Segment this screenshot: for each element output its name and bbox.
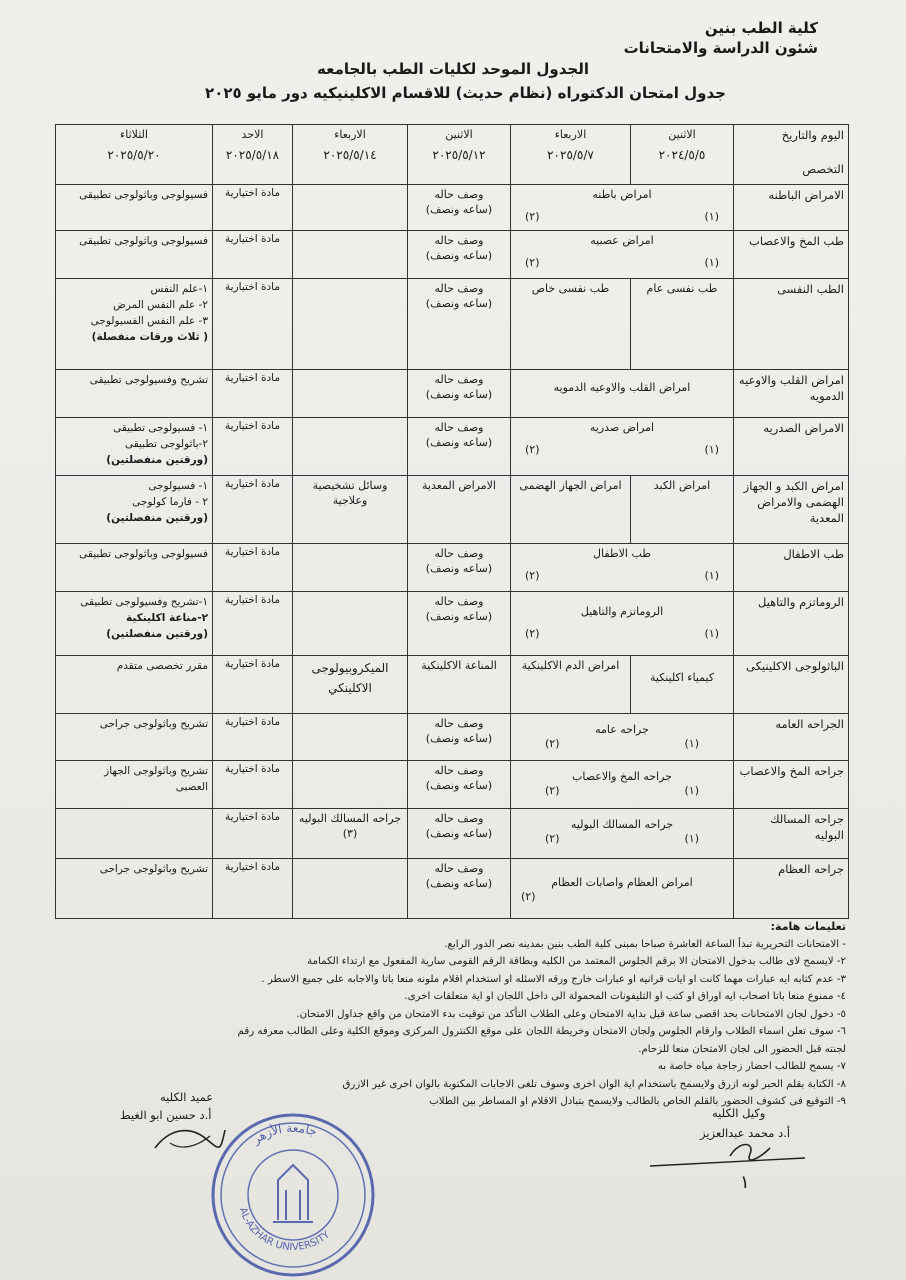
case-cell [408, 858, 511, 918]
day-date: ٢٠٢٥/٥/٧ [547, 148, 594, 162]
instructions-heading: تعليمات هامة: [770, 920, 846, 933]
table-row [56, 592, 849, 656]
exam-subject: امراض صدريه [589, 420, 655, 434]
case-cell [408, 369, 511, 417]
specialty-cell: طب الاطفال [734, 543, 849, 591]
case-label: وصف حاله [434, 546, 484, 560]
specialty-cell: امراض الكبد و الجهاز الهضمى والامراض المعدية [734, 475, 849, 543]
tuesday-cell [56, 279, 213, 369]
exam-cell [293, 808, 408, 858]
paper-number: (٢) [525, 627, 540, 641]
table-row [56, 656, 849, 714]
specialty-cell: امراض القلب والاوعيه الدمويه [734, 369, 849, 417]
vice-dean-title: وكيل الكليه [712, 1106, 766, 1120]
document-subtitle: جدول امتحان الدكتوراه (نظام حديث) للاقسام الاكلينيكيه دور مايو ٢٠٢٥ [205, 84, 726, 102]
instruction-item: - الامتحانات التحريرية تبدأ الساعة العاشرة صباحا بمبنى كلية الطب بنين بمدينه نصر الدور الرابع. [444, 938, 846, 950]
case-cell [408, 279, 511, 369]
specialty-cell: الامراض الصدريه [734, 417, 849, 475]
table-header-row [56, 125, 849, 185]
case-label: وصف حاله [434, 595, 484, 609]
elective-cell: مادة اختيارية [213, 543, 293, 591]
empty-cell [293, 858, 408, 918]
university-seal [208, 1110, 378, 1280]
exam-subject: امراض الدم الاكلينكية [511, 656, 631, 714]
specialty-cell: الطب النفسى [734, 279, 849, 369]
case-label: وصف حاله [434, 861, 484, 875]
instruction-item: ٧- يسمح للطالب احضار زجاجة مياه خاصة به [657, 1061, 846, 1072]
table-row [56, 417, 849, 475]
instruction-item: ٥- دخول لجان الامتحانات بحد اقصى ساعة قبل بداية الامتحان وعلى الطلاب التأكد من توقيت بدء الامتحان من واقع جداول الامتحان. [296, 1008, 846, 1020]
tuesday-line: ١-علم النفس [150, 283, 208, 296]
instruction-item: ٣- عدم كتابه ايه عبارات مهما كانت او ايات قرانيه او عبارات خارج ورقه الاسئله او استخدام اقلام ملونه منعا باتا والاجابه على جميع الاسطر . [261, 973, 846, 985]
case-cell [408, 760, 511, 808]
faculty-name: كلية الطب بنين [704, 19, 818, 37]
paper-number: (١) [684, 737, 699, 751]
paper-number: (١) [704, 627, 719, 641]
table-row [56, 475, 849, 543]
table-row [56, 858, 849, 918]
tuesday-line: (ورقتين منفصلتين) [106, 453, 208, 466]
exam-cell [511, 592, 734, 656]
day-header [511, 125, 631, 185]
case-time: (ساعه ونصف) [425, 297, 493, 311]
table-row [56, 760, 849, 808]
specialty-cell: جراحه العظام [734, 858, 849, 918]
exam-cell [511, 808, 734, 858]
instruction-item: ٦- سوف تعلن اسماء الطلاب وارقام الجلوس ولجان الامتحان وخريطة اللجان على موقع الكنترول المركزى وموقع الكلية وعلى الطالب معرفه رقم [237, 1026, 846, 1037]
vice-dean-signature [640, 1138, 810, 1178]
seal-text-ar: جامعة الأزهر [249, 1120, 319, 1147]
day-date: ٢٠٢٥/٥/١٨ [225, 148, 280, 162]
exam-subject: طب الاطفال [592, 546, 652, 560]
instruction-item: ٢- لايسمح لاى طالب بدخول الامتحان الا برقم الجلوس المعتمد من الكليه وبطاقة الرقم القومى سارية المفعول مع ارتداء الكمامة [307, 956, 846, 967]
tuesday-cell: فسيولوجى وباثولوجى تطبيقى [56, 185, 213, 231]
tuesday-cell [56, 760, 213, 808]
table-row [56, 543, 849, 591]
tuesday-cell [56, 417, 213, 475]
day-header [631, 125, 734, 185]
day-name: الاثنين [445, 128, 473, 141]
day-header [408, 125, 511, 185]
exam-subject: كيمياء اكلينكية [631, 656, 734, 714]
tuesday-cell [56, 475, 213, 543]
paper-number: (١) [704, 210, 719, 224]
paper-number: (٣) [342, 826, 358, 840]
elective-cell: مادة اختيارية [213, 760, 293, 808]
case-cell [408, 417, 511, 475]
day-name: الاربعاء [334, 128, 366, 141]
case-time: (ساعه ونصف) [425, 778, 493, 792]
empty-cell [293, 592, 408, 656]
corner-spec-label: التخصص [802, 162, 844, 176]
table-row [56, 231, 849, 279]
paper-number: (٢) [545, 831, 560, 845]
case-time: (ساعه ونصف) [425, 203, 493, 217]
specialty-cell: الامراض الباطنه [734, 185, 849, 231]
exam-subject: امراض الكبد [631, 475, 734, 543]
exam-subject: وسائل تشخيصية وعلاجية [293, 475, 408, 543]
page-number: ١ [740, 1172, 750, 1193]
tuesday-cell: تشريح وفسيولوجى تطبيقى [56, 369, 213, 417]
tuesday-line: تشريح وباثولوجى الجهاز [104, 764, 208, 777]
table-row [56, 369, 849, 417]
case-label: وصف حاله [434, 811, 484, 825]
paper-number: (١) [704, 256, 719, 270]
department-name: شئون الدراسة والامتحانات [623, 39, 818, 57]
seal-text-en: AL-AZHAR UNIVERSITY [236, 1206, 333, 1254]
case-label: وصف حاله [434, 717, 484, 731]
document-title: الجدول الموحد لكليات الطب بالجامعه [317, 60, 589, 78]
paper-number: (٢) [525, 210, 540, 224]
case-time: (ساعه ونصف) [425, 387, 493, 401]
tuesday-line: ٣- علم النفس الفسيولوجى [90, 315, 208, 328]
tuesday-cell [56, 808, 213, 858]
dean-name: أ.د حسين ابو الغيط [120, 1108, 212, 1122]
paper-number: (٢) [525, 442, 540, 456]
tuesday-cell: فسيولوجى وباثولوجى تطبيقى [56, 543, 213, 591]
tuesday-line: ٢-باثولوجى تطبيقى [124, 437, 208, 450]
instruction-item: ٤- ممنوع منعا باتا اصحاب ايه اوراق او كتب او التليفونات المحمولة الى داخل اللجان او اية متعلقات اخرى. [404, 991, 846, 1002]
paper-number: (١) [704, 442, 719, 456]
case-cell [408, 543, 511, 591]
case-time: (ساعه ونصف) [425, 876, 493, 890]
svg-text:جامعة الأزهر [249, 1121, 319, 1148]
exam-cell [511, 543, 734, 591]
case-cell [408, 231, 511, 279]
instruction-item: ٨- الكتابة بقلم الحبر لونه ازرق ولايسمح باستخدام اية الوان اخرى وسوف تلغى الاجابات المكتوبة بالوان اخرى غير الازرق [342, 1078, 846, 1090]
case-time: (ساعه ونصف) [425, 826, 493, 840]
tuesday-cell: مقرر تخصصى متقدم [56, 656, 213, 714]
day-header [293, 125, 408, 185]
exam-cell [511, 231, 734, 279]
case-cell [408, 808, 511, 858]
specialty-cell: الروماتزم والتاهيل [734, 592, 849, 656]
exam-subject: الامراض المعدية [408, 475, 511, 543]
case-label: وصف حاله [434, 282, 484, 296]
exam-subject: امراض باطنه [592, 188, 652, 202]
table-row [56, 808, 849, 858]
exam-cell [511, 714, 734, 760]
tuesday-line: (ورقتين منفصلتين) [106, 511, 208, 524]
empty-cell [293, 714, 408, 760]
case-time: (ساعه ونصف) [425, 610, 493, 624]
exam-subject: امراض العظام واصابات العظام [551, 875, 693, 889]
case-time: (ساعه ونصف) [425, 249, 493, 263]
exam-cell [511, 185, 734, 231]
tuesday-line: ٢ - فارما كولوجى [132, 495, 208, 508]
instruction-item: لجنته قبل الحضور الى لجان الامتحان منعا للزحام. [638, 1043, 846, 1055]
tuesday-line: ٢-مناعة اكلينكية [125, 612, 208, 625]
day-header [213, 125, 293, 185]
tuesday-line: ٢- علم النفس المرض [113, 299, 208, 312]
tuesday-line: ١- فسيولوجى تطبيقى [113, 421, 208, 434]
elective-cell: مادة اختيارية [213, 808, 293, 858]
elective-cell: مادة اختيارية [213, 369, 293, 417]
empty-cell [293, 185, 408, 231]
tuesday-cell [56, 592, 213, 656]
day-name: الثلاثاء [120, 128, 148, 141]
empty-cell [293, 760, 408, 808]
faculty-header [624, 18, 818, 58]
tuesday-line: ١-تشريح وفسيولوجى تطبيقى [80, 596, 208, 609]
exam-subject: امراض عصبيه [590, 234, 654, 248]
specialty-cell: الباثولوجى الاكلينيكى [734, 656, 849, 714]
exam-subject: جراحه المسالك البوليه [570, 817, 674, 831]
case-label: وصف حاله [434, 234, 484, 248]
case-cell [408, 185, 511, 231]
exam-subject: جراحه عامه [595, 723, 649, 737]
elective-cell: مادة اختيارية [213, 656, 293, 714]
paper-number: (١) [684, 831, 699, 845]
empty-cell [293, 543, 408, 591]
elective-cell: مادة اختيارية [213, 592, 293, 656]
exam-cell [511, 369, 734, 417]
case-time: (ساعه ونصف) [425, 435, 493, 449]
paper-number: (١) [704, 568, 719, 582]
table-row [56, 185, 849, 231]
exam-subject: جراحه المسالك البوليه [298, 811, 402, 825]
case-time: (ساعه ونصف) [425, 732, 493, 746]
exam-cell [511, 858, 734, 918]
table-row [56, 279, 849, 369]
elective-cell: مادة اختيارية [213, 858, 293, 918]
exam-subject: امراض الجهاز الهضمى [511, 475, 631, 543]
day-header [56, 125, 213, 185]
case-time: (ساعه ونصف) [425, 561, 493, 575]
case-label: وصف حاله [434, 763, 484, 777]
elective-cell: مادة اختيارية [213, 417, 293, 475]
day-date: ٢٠٢٥/٥/١٢ [432, 148, 486, 162]
tuesday-cell: فسيولوجى وباثولوجى تطبيقى [56, 231, 213, 279]
paper-number: (٢) [545, 783, 560, 797]
exam-subject: الروماتزم والتاهيل [580, 605, 664, 619]
exam-subject: طب نفسى خاص [511, 279, 631, 369]
day-date: ٢٠٢٤/٥/٥ [658, 148, 706, 162]
empty-cell [293, 231, 408, 279]
tuesday-cell: تشريح وباثولوجى جراحى [56, 858, 213, 918]
table-row [56, 714, 849, 760]
vice-dean-name: أ.د محمد عبدالعزيز [700, 1126, 791, 1140]
exam-subject: الميكروبيولوجى الاكلينكي [293, 656, 408, 714]
case-label: وصف حاله [434, 372, 484, 386]
case-cell [408, 592, 511, 656]
exam-subject: طب نفسى عام [631, 279, 734, 369]
day-name: الاحد [241, 128, 264, 141]
case-cell [408, 714, 511, 760]
exam-cell [511, 417, 734, 475]
instruction-item: ٩- التوقيع فى كشوف الحضور بالقلم الخاص بالطالب ولايسمح بتبادل الاقلام او المساطر بين الطلاب [429, 1096, 846, 1107]
exam-subject: جراحه المخ والاعصاب [572, 769, 672, 783]
tuesday-line: ( ثلاث ورقات منفصلة) [91, 331, 208, 344]
elective-cell: مادة اختيارية [213, 279, 293, 369]
exam-cell [511, 760, 734, 808]
empty-cell [293, 369, 408, 417]
elective-cell: مادة اختيارية [213, 185, 293, 231]
corner-day-label: اليوم والتاريخ [781, 128, 844, 142]
paper-number: (٢) [545, 737, 560, 751]
day-name: الاربعاء [554, 128, 587, 141]
specialty-cell: جراحه المخ والاعصاب [734, 760, 849, 808]
tuesday-cell: تشريح وباثولوجى جراحى [56, 714, 213, 760]
corner-cell [734, 125, 849, 185]
exam-schedule-table [55, 124, 849, 919]
exam-subject: المناعة الاكلينكية [408, 656, 511, 714]
instructions-block [56, 918, 846, 1111]
elective-cell: مادة اختيارية [213, 475, 293, 543]
paper-number: (١) [684, 783, 699, 797]
specialty-cell: طب المخ والاعصاب [734, 231, 849, 279]
specialty-cell: الجراحه العامه [734, 714, 849, 760]
exam-subject: امراض القلب والاوعيه الدمويه [553, 380, 691, 394]
day-date: ٢٠٢٥/٥/١٤ [323, 148, 377, 162]
specialty-cell: جراحه المسالك البوليه [734, 808, 849, 858]
paper-number: (٢) [525, 256, 540, 270]
elective-cell: مادة اختيارية [213, 714, 293, 760]
day-name: الاثنين [668, 128, 696, 141]
case-label: وصف حاله [434, 420, 484, 434]
tuesday-line: العصبى [175, 780, 208, 793]
empty-cell [293, 279, 408, 369]
case-label: وصف حاله [434, 188, 484, 202]
tuesday-line: ١- فسيولوجى [148, 479, 208, 492]
tuesday-line: (ورقتين منفصلتين) [106, 628, 208, 641]
dean-title: عميد الكليه [160, 1090, 214, 1104]
day-date: ٢٠٢٥/٥/٢٠ [107, 148, 161, 162]
paper-number: (٢) [521, 889, 536, 903]
paper-number: (٢) [525, 568, 540, 582]
empty-cell [293, 417, 408, 475]
elective-cell: مادة اختيارية [213, 231, 293, 279]
